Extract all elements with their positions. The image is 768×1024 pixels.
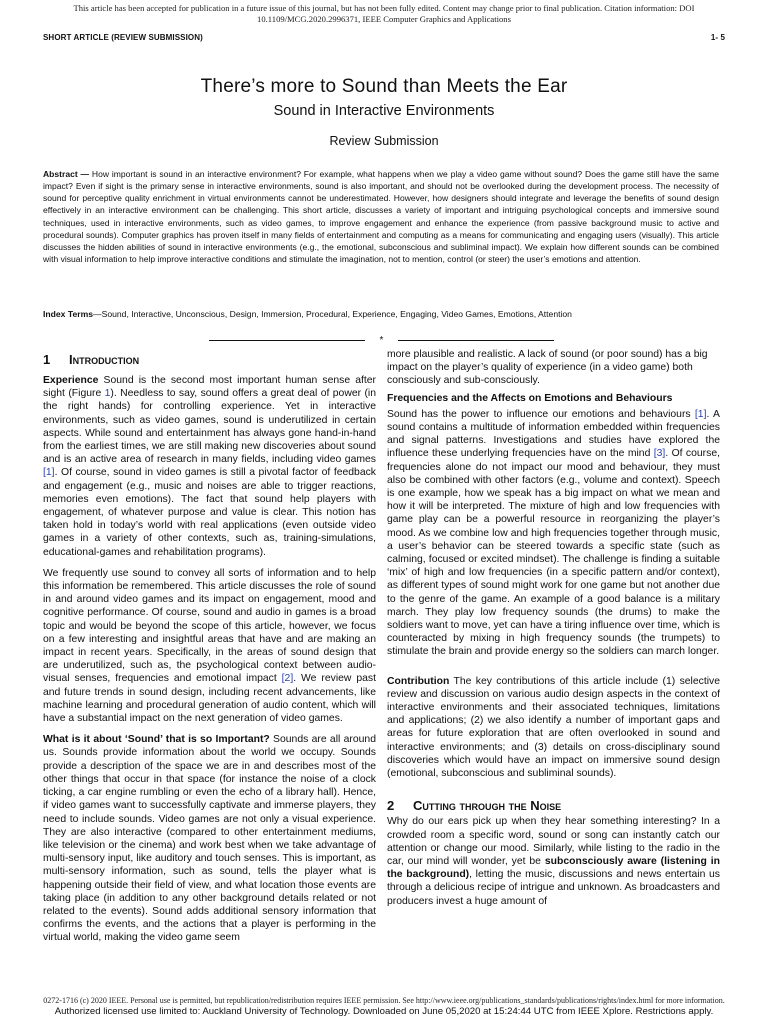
subheading-frequencies: Frequencies and the Affects on Emotions and Behaviours — [387, 392, 673, 404]
index-terms-label: Index Terms — [43, 309, 93, 319]
paragraph-text: . A sound contains a multitude of information embedded within frequencies and signal patterns. Investigations and studies have explored the influence these underlying frequencies have on the mind — [387, 408, 720, 460]
abstract-label: Abstract — — [43, 169, 90, 179]
article-subtitle: Sound in Interactive Environments — [273, 103, 495, 119]
section-separator — [209, 336, 554, 348]
figure-link[interactable]: 1 — [104, 388, 111, 400]
publication-notice — [40, 3, 728, 25]
paragraph-plausible: more plausible and realistic. A lack of sound (or poor sound) has a big impact on the player’s quality of experience (in a video game) both consciously and sub-consciously. — [387, 349, 708, 387]
paragraph-text: . Of course, frequencies alone do not impact our mood and behaviour, they must also be combined with other factors (e.g., volume and context). Speech is one example, how we speak has a big impact on what we mean and how it will be interpreted. The mixture of high and low frequencies with game play can be a powerful resource in reorganizing the player’s mood. As we combine low and high frequencies together through music, a user’s behavior can be steered towards a specific state (such as calming, focused or excited mindset). The challenge is finding a suitable ‘mix’ of high and low frequencies (in a specific pattern and/or context), as different types of sound might work for one game but not another due to the genre of the game. An example of a good balance is a military march. They play low frequency sounds (the drums) to make the soldiers want to move, yet can have a tiring influence over time, which is counteracted by mixing in high frequency sounds (the trumpets) to stimulate the brain and provide energy so the soldiers can march longer. — [387, 448, 720, 658]
paragraph-text: Sound is the second most important human sense after sight (Figure — [43, 375, 376, 400]
paragraph-convey-information — [43, 567, 376, 725]
index-terms — [43, 309, 719, 319]
running-head — [43, 33, 725, 45]
right-column — [387, 348, 720, 908]
paragraph-lead: What is it about ‘Sound’ that is so Important? — [43, 734, 270, 746]
section-title: Introduction — [69, 352, 140, 367]
page-number: 1- 5 — [710, 33, 725, 42]
paragraph-text: Why do our ears pick up when they hear something interesting? In a crowded room a specific word, sound or song can instantly catch our attention or change our mood. Similarly, while listing to the radio in the car, our mind will wonder, yet be — [387, 816, 720, 867]
citation-link[interactable]: [2] — [281, 673, 294, 685]
paragraph-sound-important — [43, 733, 376, 944]
paragraph-ears — [387, 815, 720, 907]
submission-label: Review Submission — [329, 134, 439, 148]
paragraph-text: . We review past and future trends in sound design, including recent advancements, like machine learning and procedural generation of audio content, which will have a substantial impact on the next generation of video games. — [43, 673, 376, 725]
left-column — [43, 348, 376, 945]
separator-star: * — [379, 335, 384, 346]
index-terms-text: —Sound, Interactive, Unconscious, Design, Immersion, Procedural, Experience, Engaging, Video Games, Emotions, Attention — [93, 309, 572, 319]
abstract — [43, 168, 719, 265]
paragraph-contribution — [387, 675, 720, 781]
section-title: Cutting through the Noise — [413, 798, 562, 814]
paragraph-text: We frequently use sound to convey all sorts of information and to help this information be remembered. This article discusses the role of sound in and around video games and its impact on engagement, mood and cognitive performance. Of course, sound and audio in games is a broad topic and would be beyond the scope of this article, however, we focus on a few interesting and insightful areas that have and are making an impact in recent years. Specifically, in the areas of sound design that are underutilized, such as, the psychological context between audio-visual senses, frequencies and emotional impact — [43, 567, 376, 685]
paragraph-text: Sound has the power to influence our emotions and behaviours — [387, 408, 695, 420]
paragraph-lead: Contribution — [387, 675, 450, 687]
running-head-left: SHORT ARTICLE (REVIEW SUBMISSION) — [43, 33, 203, 42]
section-heading-cutting-noise — [387, 798, 720, 814]
paragraph-text: . Of course, sound in video games is still a pivotal factor of feedback and engagement (e.g., music and noises are able to trigger reactions, memories even emotions). The fact that sound help players with engagement, of whatever purpose and value is clear. This notion has taken hold in today’s world with real applications (even outside video games in a variety of other contexts, such as, training-simulations, educational-games and rehabilitation programs). — [43, 467, 376, 558]
separator-line-right — [398, 340, 554, 341]
publication-notice-line1: This article has been accepted for publication in a future issue of this journal, but has not been fully edited. Content may change prior to final publication. Citation information: DOI — [73, 3, 695, 13]
copyright-notice: 0272-1716 (c) 2020 IEEE. Personal use is permitted, but republication/redistribution requires IEEE permission. See http://www.ieee.org/publications_standards/publications/rights/index.html for more information. — [43, 996, 725, 1005]
paragraph-text: Sounds are all around us. Sounds provide information about the world we occupy. Sounds provide a description of the space we are in and describes most of the other things that occur in that space (for instance the noise of a clock ticking, a car engine rumbling or even the echo of a library hall). Hence, if video games want to successfully captivate and immerse players, they need to include sounds. Video games are not only a visual experience. They are also interactive (compared to other entertainment mediums, like television or the cinema) and work best when we take advantage of multi-sensory input, like auditory and touch senses. This is important, as multi-sensory information, such as sound, tells the player what is happening outside their field of view, and what location those events are taking place (in addition to any other background details related or not related to the events). Sound adds additional sensory information that confirms the events, and the actions that a player is performing in the virtual world, making the video game seem — [43, 734, 376, 944]
section-number: 1 — [43, 352, 51, 367]
section-number: 2 — [387, 798, 395, 814]
article-title: There’s more to Sound than Meets the Ear — [200, 76, 568, 97]
paragraph-frequencies — [387, 408, 720, 659]
citation-link[interactable]: [3] — [653, 448, 666, 460]
license-notice: Authorized licensed use limited to: Auckland University of Technology. Downloaded on June 05,2020 at 15:24:44 UTC from IEEE Xplore. Restrictions apply. — [54, 1006, 714, 1017]
publication-notice-line2: 10.1109/MCG.2020.2996371, IEEE Computer Graphics and Applications — [257, 14, 511, 24]
paragraph-lead: Experience — [43, 375, 99, 386]
citation-link[interactable]: [1] — [43, 467, 55, 479]
paragraph-experience — [43, 374, 376, 559]
paragraph-text: , letting the music, discussions and news entertain us through a delicious recipe of intrigue and unknown. As broadcasters and producers invest a huge amount of — [387, 869, 720, 907]
paragraph-text: The key contributions of this article include (1) selective review and discussion on various audio design aspects in the context of interactive environments and their associated techniques, limitations and applications; (2) we also identify a number of important gaps and areas for future exploration that are often overlooked in sound and interactive environments; and (3) details on cross-disciplinary sound discoveries which would have an impact on immersive sound design (emotional, subconscious and subliminal sounds). — [387, 675, 720, 780]
section-heading-introduction — [43, 352, 376, 368]
paragraph-text: ). Needless to say, sound offers a great deal of power (in the right hands) for controlling experience. Yet in interactive environments, such as video games, sound is underutilized in certain aspects. While sound and entertainment has always gone hand-in-hand from the earliest times, we are still making new discoveries about sound and is an active area of research in many fields, including video games — [43, 388, 376, 466]
abstract-text: How important is sound in an interactive environment? For example, what happens when we play a video game without sound? Does the game still have the same impact? Even if sight is the primary sense in interactive environments, sound is also important, and should not be overlooked during the development process. The necessity of sound for perceptive quality enrichment in virtual environments cannot be underestimated. However, how designers should integrate and leverage the benefits of sound design effectively in an interactive environment can be challenging. This short article, discusses a variety of important and intriguing psychological concepts and immersive sound techniques, used in interactive environments, such as video games, to improve engagement and enhance the experience (from passive background music to active and procedural sounds). Computer graphics has proven itself in many fields of entertainment and computing as a means for communicating and engaging users (visually). This article discusses the hidden abilities of sound in interactive environments (e.g., the emotional, subconscious and subliminal impact). We explain how different sounds can be combined with visual information to help improve interactive conditions and stimulate the imagination, not to mention, control (or steer) the user’s emotions and attention. — [43, 169, 719, 265]
citation-link[interactable]: [1] — [694, 408, 707, 420]
emphasis-text: subconsciously aware (listening in the background) — [387, 855, 720, 881]
